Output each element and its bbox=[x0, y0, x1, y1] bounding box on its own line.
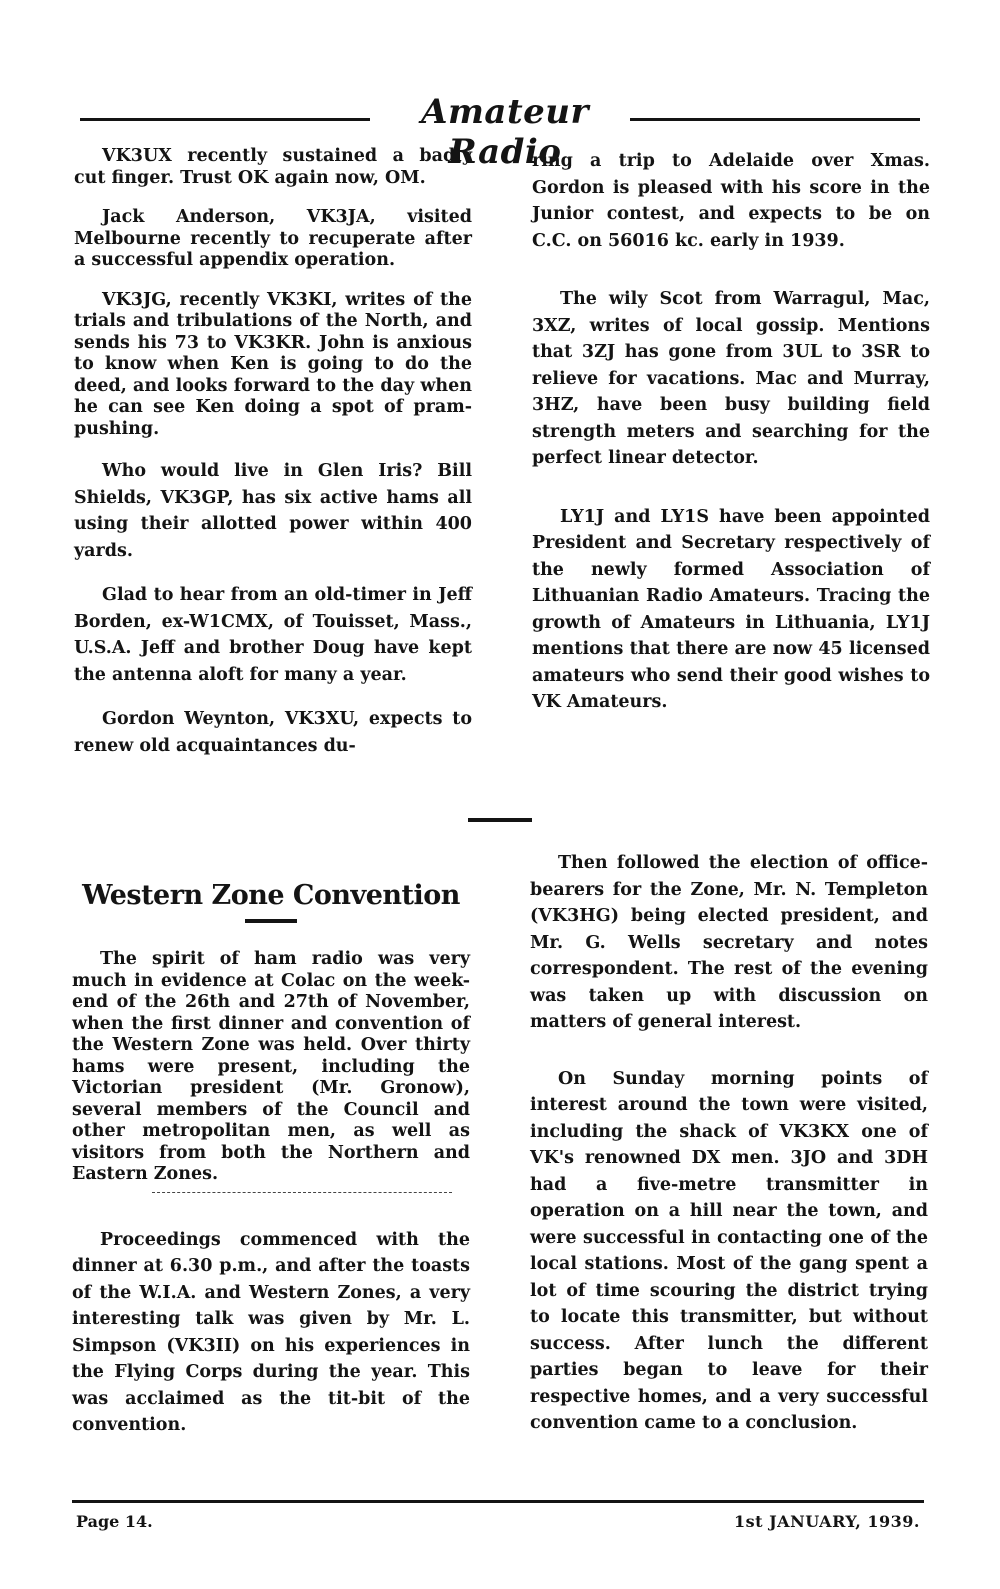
paragraph: Then followed the election of office-bearers for the Zone, Mr. N. Templeton (VK3HG) being elected president, and Mr. G. Wells secretary and notes correspondent. The rest of the evening was taken up with discussion on matters of general interest. bbox=[530, 853, 928, 1032]
masthead-rule-right bbox=[630, 118, 920, 121]
paragraph: Jack Anderson, VK3JA, visited Melbourne recently to recuperate after a successful appendix operation. bbox=[74, 207, 472, 270]
footer-rule bbox=[72, 1500, 924, 1503]
paragraph: The wily Scot from Warragul, Mac, 3XZ, writes of local gossip. Mentions that 3ZJ has gone from 3UL to 3SR to relieve for vacations. Mac and Murray, 3HZ, have been busy building field strength meters and searching for the perfect linear detector. bbox=[532, 289, 930, 468]
paragraph: LY1J and LY1S have been appointed President and Secretary respectively of the newly formed Association of Lithuanian Radio Amateurs. Tracing the growth of Amateurs in Lithuania, LY1J mentions that there are now 45 licensed amateurs who send their good wishes to VK Amateurs. bbox=[532, 506, 930, 712]
paragraph: Who would live in Glen Iris? Bill Shields, VK3GP, has six active hams all using their allotted power within 400 yards. bbox=[74, 461, 472, 561]
paragraph: The spirit of ham radio was very much in evidence at Colac on the week-end of the 26th and 27th of November, when the first dinner and convention of the Western Zone was held. Over thirty hams were present, including the Victorian president (Mr. Gronow), several members of the Council and other metropolitan men, as well as visitors from both the Northern and Eastern Zones. bbox=[72, 949, 470, 1184]
page-number: Page 14. bbox=[76, 1512, 153, 1531]
article-title: Western Zone Convention bbox=[82, 880, 460, 911]
section-divider bbox=[468, 818, 532, 822]
masthead-rule-left bbox=[80, 118, 370, 121]
title-underline bbox=[245, 919, 297, 923]
paragraph: VK3JG, recently VK3KI, writes of the trials and tribulations of the North, and sends his 73 to VK3KR. John is anxious to know when Ken is going to do the deed, and looks forward to the day when he can see Ken doing a spot of pram-pushing. bbox=[74, 289, 472, 439]
top-left-column bbox=[74, 146, 472, 777]
paragraph: Proceedings commenced with the dinner at 6.30 p.m., and after the toasts of the W.I.A. and Western Zones, a very interesting talk was given by Mr. L. Simpson (VK3II) on his experiences in the Flying Corps during the year. This was acclaimed as the tit-bit of the convention. bbox=[72, 1229, 470, 1435]
issue-date: 1st JANUARY, 1939. bbox=[734, 1512, 920, 1531]
top-right-column bbox=[532, 148, 930, 748]
paragraph: On Sunday morning points of interest around the town were visited, including the shack of VK3KX one of VK's renowned DX men. 3JO and 3DH had a five-metre transmitter in operation on a hill near the town, and were successful in contacting one of the local stations. Most of the gang spent a lot of time scouring the district trying to locate this transmitter, but without success. After lunch the different parties began to leave for their respective homes, and a very successful convention came to a conclusion. bbox=[530, 1068, 928, 1433]
dashed-divider bbox=[152, 1192, 452, 1193]
paragraph: ring a trip to Adelaide over Xmas. Gordon is pleased with his score in the Junior contest, and expects to be on C.C. on 56016 kc. early in 1939. bbox=[532, 151, 930, 251]
paragraph: VK3UX recently sustained a badly cut finger. Trust OK again now, OM. bbox=[74, 146, 472, 188]
masthead-title: Amateur Radio bbox=[421, 92, 589, 172]
article-left-column bbox=[72, 880, 470, 1457]
paragraph: Glad to hear from an old-timer in Jeff Borden, ex-W1CMX, of Touisset, Mass., U.S.A. Jeff and brother Doug have kept the antenna aloft for many a year. bbox=[74, 585, 472, 685]
article-right-column bbox=[530, 850, 928, 1467]
paragraph: Gordon Weynton, VK3XU, expects to renew old acquaintances du- bbox=[74, 709, 472, 756]
